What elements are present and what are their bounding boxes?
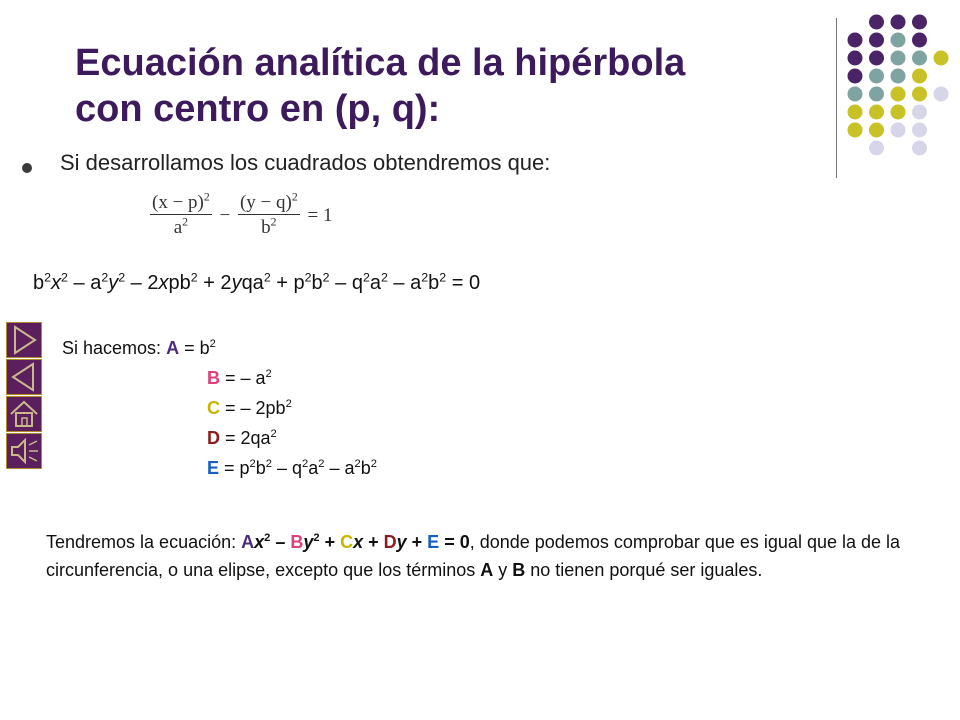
bullet-marker <box>22 163 32 173</box>
decorative-dot <box>869 51 884 66</box>
decorative-dot <box>869 15 884 30</box>
fraction-x: $\frac{(x - p)^2}{a^2}$ <box>152 190 210 238</box>
formula-rhs: = 1 <box>307 204 333 226</box>
formula-minus: − <box>219 204 231 226</box>
decorative-dot <box>934 87 949 102</box>
title-divider-line <box>836 18 837 178</box>
definitions-intro: Si hacemos: $A = b^2$ <box>62 338 216 358</box>
decorative-dot <box>848 87 863 102</box>
home-button[interactable] <box>6 396 42 432</box>
decorative-dot <box>848 33 863 48</box>
previous-slide-button[interactable] <box>6 359 42 395</box>
decorative-dot <box>912 123 927 138</box>
decorative-dot <box>912 33 927 48</box>
title-line-1: Ecuación analítica de la hipérbola <box>75 42 686 84</box>
definition-c: C = – $2pb^2$ <box>207 398 292 418</box>
next-slide-button[interactable] <box>6 322 42 358</box>
page-title <box>75 40 795 132</box>
decorative-dot <box>912 105 927 120</box>
decorative-dot <box>869 87 884 102</box>
sound-button[interactable] <box>6 433 42 469</box>
expanded-equation: $b^2x^2 - a^2y^2 - 2xpb^2 + 2yqa^2 + p^2b^2 - q^2a^2 - a^2b^2 = 0$ <box>33 270 481 294</box>
definition-e: $E = p^2b^2 - q^2a^2 - a^2b^2$ <box>207 458 377 478</box>
title-line-2: con centro en (p, q): <box>75 88 441 130</box>
decorative-dot <box>869 69 884 84</box>
definition-d: $D = 2qa^2$ <box>207 428 277 448</box>
decorative-dot <box>848 105 863 120</box>
decorative-dot <box>891 105 906 120</box>
sound-icon <box>7 434 41 468</box>
decorative-dot <box>891 33 906 48</box>
decorative-dot <box>912 51 927 66</box>
slide-navigation <box>6 322 42 470</box>
decorative-dot <box>891 69 906 84</box>
decorative-dot <box>848 51 863 66</box>
decorative-dot <box>869 141 884 156</box>
home-icon <box>7 397 41 431</box>
decorative-dot <box>869 105 884 120</box>
decorative-dot <box>891 51 906 66</box>
next-slide-icon <box>7 323 41 357</box>
decorative-dot <box>891 87 906 102</box>
decorative-dot <box>912 87 927 102</box>
decorative-dot <box>912 141 927 156</box>
decorative-dot <box>934 51 949 66</box>
bullet-text: Si desarrollamos los cuadrados obtendremos que: <box>60 150 551 175</box>
definition-b: B = – $a^2$ <box>207 368 272 388</box>
decorative-dot <box>869 123 884 138</box>
decorative-dot <box>848 69 863 84</box>
decorative-dot <box>891 123 906 138</box>
decorative-dot <box>912 15 927 30</box>
decorative-dot <box>912 69 927 84</box>
decorative-dot <box>891 15 906 30</box>
fraction-y: $\frac{(y - q)^2}{b^2}$ <box>239 190 298 238</box>
decorative-dot <box>848 123 863 138</box>
conclusion-paragraph: Tendremos la ecuación: $Ax^2 - By^2 + Cx + Dy + E = 0$, donde podemos comprobar que es igual que la de la circunferencia, o una elipse, excepto que los términos A y B no tienen porqué ser iguales. <box>46 532 901 580</box>
decorative-dot <box>869 33 884 48</box>
previous-slide-icon <box>7 360 41 394</box>
hyperbola-formula <box>150 192 335 239</box>
